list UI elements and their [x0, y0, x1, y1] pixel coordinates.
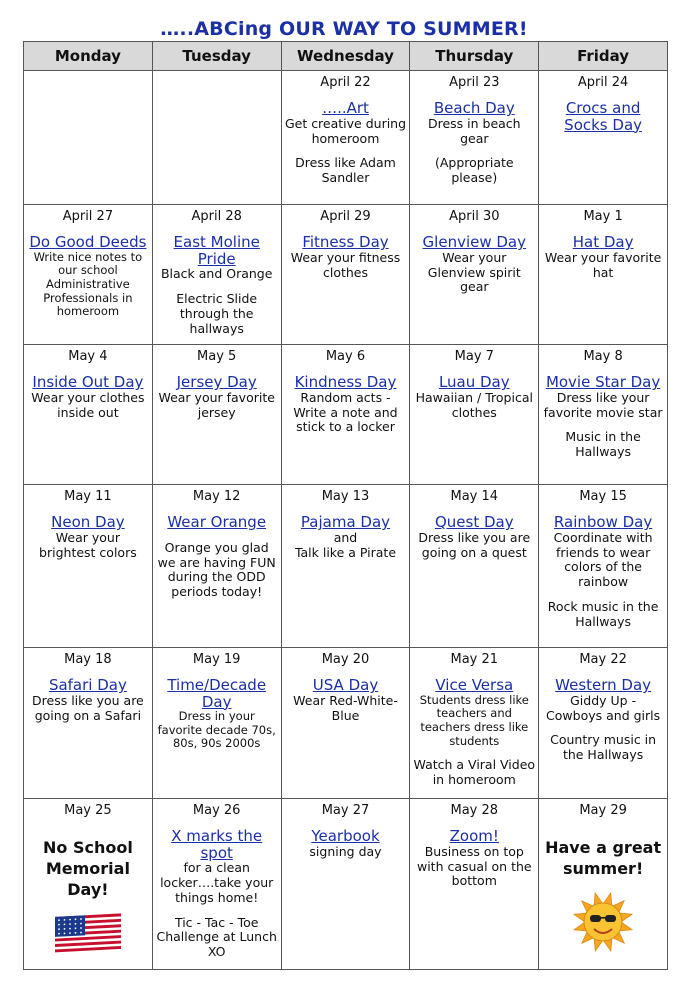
theme-link[interactable]: Jersey Day [176, 373, 257, 392]
theme-description: Dress like you are going on a quest [418, 529, 531, 560]
day-cell-content [24, 799, 152, 962]
day-cell-content [410, 345, 538, 420]
weekday-header-row [24, 42, 668, 71]
day-cell [281, 71, 410, 205]
day-cell [24, 799, 153, 970]
theme-link[interactable]: Kindness Day [294, 373, 397, 392]
theme-description: Watch a Viral Video in homeroom [413, 757, 536, 787]
day-date: May 5 [197, 349, 237, 364]
theme-description: Dress in beach gear [427, 115, 521, 146]
day-cell-content [539, 205, 667, 280]
weekday-header: Thursday [410, 42, 539, 71]
weekday-header: Tuesday [152, 42, 281, 71]
day-date: May 12 [192, 489, 241, 504]
theme-description: Black and Orange [160, 266, 273, 282]
day-cell-content [539, 71, 667, 133]
theme-link[interactable]: USA Day [312, 676, 379, 695]
theme-link[interactable]: Neon Day [51, 513, 125, 532]
day-cell [410, 71, 539, 205]
highlight-text: Memorial Day! [45, 859, 130, 899]
theme-link[interactable]: Luau Day [438, 373, 510, 392]
day-cell-content [153, 799, 281, 960]
week-row [24, 345, 668, 485]
day-cell-content [410, 485, 538, 560]
weekday-header: Friday [539, 42, 668, 71]
day-cell [539, 648, 668, 799]
theme-link[interactable]: Safari Day [48, 676, 127, 695]
theme-description: Wear your brightest colors [39, 529, 137, 560]
day-cell-content [153, 345, 281, 420]
theme-link[interactable]: Wear Orange [167, 513, 267, 532]
theme-description: Giddy Up - Cowboys and girls [546, 692, 661, 723]
theme-description: signing day [309, 843, 382, 859]
spirit-week-calendar [23, 41, 668, 970]
theme-description: Country music in the Hallways [550, 732, 657, 763]
day-cell [152, 485, 281, 648]
theme-description: Rock music in the Hallways [547, 598, 659, 629]
us-flag-icon [27, 911, 149, 962]
week-row [24, 799, 668, 970]
day-date: May 25 [64, 803, 112, 818]
theme-link[interactable]: …..Art [322, 99, 369, 118]
day-cell-content [410, 648, 538, 788]
theme-description: Electric Slide through the hallways [176, 291, 258, 336]
theme-description: Dress like Adam Sandler [295, 155, 396, 186]
day-cell-content [410, 205, 538, 295]
day-cell-content [539, 648, 667, 763]
day-date: May 14 [450, 489, 499, 504]
theme-link[interactable]: Rainbow Day [553, 513, 653, 532]
day-cell-content [282, 71, 410, 186]
day-cell-content [24, 648, 152, 723]
theme-link[interactable]: Do Good Deeds [29, 233, 147, 252]
theme-description: (Appropriate please) [434, 155, 514, 186]
day-cell [539, 71, 668, 205]
theme-link[interactable]: Quest Day [434, 513, 514, 532]
day-date: May 15 [579, 489, 627, 504]
theme-description: Music in the Hallways [565, 429, 641, 460]
day-cell-content [24, 485, 152, 560]
theme-description: Wear your clothes inside out [31, 389, 145, 420]
day-cell [152, 345, 281, 485]
spacer [27, 828, 149, 838]
day-cell [24, 485, 153, 648]
day-date: May 19 [192, 652, 241, 667]
day-date: May 22 [579, 652, 627, 667]
highlight-text: No School [42, 838, 133, 858]
highlight-text: summer! [562, 859, 644, 879]
day-cell-content [282, 485, 410, 560]
day-cell-content [282, 799, 410, 860]
day-date: April 24 [577, 75, 629, 90]
day-cell [410, 799, 539, 970]
day-date: April 29 [320, 209, 371, 224]
day-cell-content [539, 485, 667, 629]
day-cell-content [24, 205, 152, 319]
theme-link[interactable]: Hat Day [572, 233, 634, 252]
day-cell-content [410, 799, 538, 889]
day-date: May 1 [583, 209, 623, 224]
week-row [24, 485, 668, 648]
weekday-header: Wednesday [281, 42, 410, 71]
day-cell [281, 799, 410, 970]
theme-description: Students dress like teachers and teachers dress like students [419, 692, 529, 748]
theme-description: Wear your favorite hat [544, 249, 662, 280]
day-date: May 8 [583, 349, 623, 364]
spacer [542, 828, 664, 838]
theme-description: Dress in your favorite decade 70s, 80s, 90s 2000s [157, 709, 276, 751]
theme-description: Business on top with casual on the bottom [416, 843, 532, 889]
day-date: May 7 [454, 349, 494, 364]
day-date: May 13 [321, 489, 370, 504]
day-cell [152, 799, 281, 970]
day-date: April 22 [320, 75, 371, 90]
theme-link[interactable]: X marks the spot [171, 827, 263, 862]
sun-with-sunglasses-icon [542, 890, 664, 959]
day-cell [152, 205, 281, 345]
day-date: May 27 [321, 803, 370, 818]
theme-link[interactable]: Glenview Day [422, 233, 527, 252]
day-cell [410, 648, 539, 799]
theme-link[interactable]: Vice Versa [435, 676, 514, 695]
day-cell [539, 345, 668, 485]
theme-link[interactable]: Crocs and Socks Day [564, 99, 643, 134]
theme-description: Get creative during homeroom [284, 115, 407, 146]
theme-description: Talk like a Pirate [294, 544, 397, 560]
day-date: May 21 [450, 652, 499, 667]
day-cell [410, 345, 539, 485]
day-cell [281, 345, 410, 485]
day-cell [24, 205, 153, 345]
day-cell [410, 205, 539, 345]
theme-description: Tic - Tac - Toe Challenge at Lunch XO [156, 914, 277, 960]
theme-description: Wear your fitness clothes [290, 249, 401, 280]
theme-link[interactable]: Inside Out Day [32, 373, 144, 392]
day-cell [539, 485, 668, 648]
week-row [24, 205, 668, 345]
day-date: May 29 [579, 803, 627, 818]
theme-description: Write nice notes to our school Administrative Professionals in homeroom [33, 249, 143, 319]
theme-description: Hawaiian / Tropical clothes [415, 389, 533, 420]
day-cell-content [153, 205, 281, 336]
theme-link[interactable]: Yearbook [311, 827, 380, 846]
theme-description: for a clean locker….take your things home! [160, 860, 274, 905]
theme-description: Random acts - Write a note and stick to a locker [293, 389, 398, 435]
theme-description: Wear your favorite jersey [158, 389, 275, 420]
theme-description: Coordinate with friends to wear colors of the rainbow [553, 529, 653, 590]
day-date: May 4 [68, 349, 108, 364]
day-cell [539, 799, 668, 970]
theme-link[interactable]: Western Day [555, 676, 652, 695]
day-cell [539, 205, 668, 345]
week-row [24, 71, 668, 205]
theme-description: Dress like you are going on a Safari [32, 692, 144, 723]
theme-link[interactable]: Time/Decade Day [167, 676, 267, 711]
theme-link[interactable]: Pajama Day [300, 513, 391, 532]
day-cell [152, 71, 281, 205]
theme-link[interactable]: East Moline Pride [173, 233, 260, 268]
day-cell-content [539, 799, 667, 959]
week-row [24, 648, 668, 799]
day-date: April 30 [449, 209, 500, 224]
day-date: April 23 [449, 75, 500, 90]
day-cell-content [282, 205, 410, 280]
day-cell [152, 648, 281, 799]
highlight-text: Have a great [545, 838, 662, 858]
day-cell-content [410, 71, 538, 186]
theme-description: Wear your Glenview spirit gear [427, 249, 521, 295]
day-date: May 20 [321, 652, 370, 667]
day-cell-content [539, 345, 667, 460]
day-cell [281, 485, 410, 648]
day-cell [24, 71, 153, 205]
day-cell [24, 648, 153, 799]
day-cell [410, 485, 539, 648]
theme-description: and [333, 529, 358, 545]
theme-link[interactable]: Movie Star Day [545, 373, 661, 392]
day-date: April 28 [191, 209, 242, 224]
theme-link[interactable]: Fitness Day [302, 233, 389, 252]
day-cell [24, 345, 153, 485]
weekday-header: Monday [24, 42, 153, 71]
theme-link[interactable]: Beach Day [433, 99, 515, 118]
day-cell [281, 205, 410, 345]
day-date: April 27 [62, 209, 114, 224]
day-date: May 11 [64, 489, 112, 504]
day-cell-content [153, 648, 281, 751]
day-date: May 26 [192, 803, 241, 818]
theme-description: Orange you glad we are having FUN during the ODD periods today! [157, 539, 276, 600]
day-date: May 28 [450, 803, 499, 818]
day-date: May 6 [325, 349, 366, 364]
day-date: May 18 [64, 652, 112, 667]
day-cell-content [24, 345, 152, 420]
page-title: …..ABCing OUR WAY TO SUMMER! [160, 18, 528, 40]
theme-description: Wear Red-White-Blue [293, 692, 398, 723]
theme-description: Dress like your favorite movie star [543, 389, 663, 420]
day-cell-content [153, 485, 281, 600]
day-cell-content [282, 345, 410, 435]
day-cell-content [282, 648, 410, 723]
day-cell [281, 648, 410, 799]
theme-link[interactable]: Zoom! [449, 827, 499, 846]
